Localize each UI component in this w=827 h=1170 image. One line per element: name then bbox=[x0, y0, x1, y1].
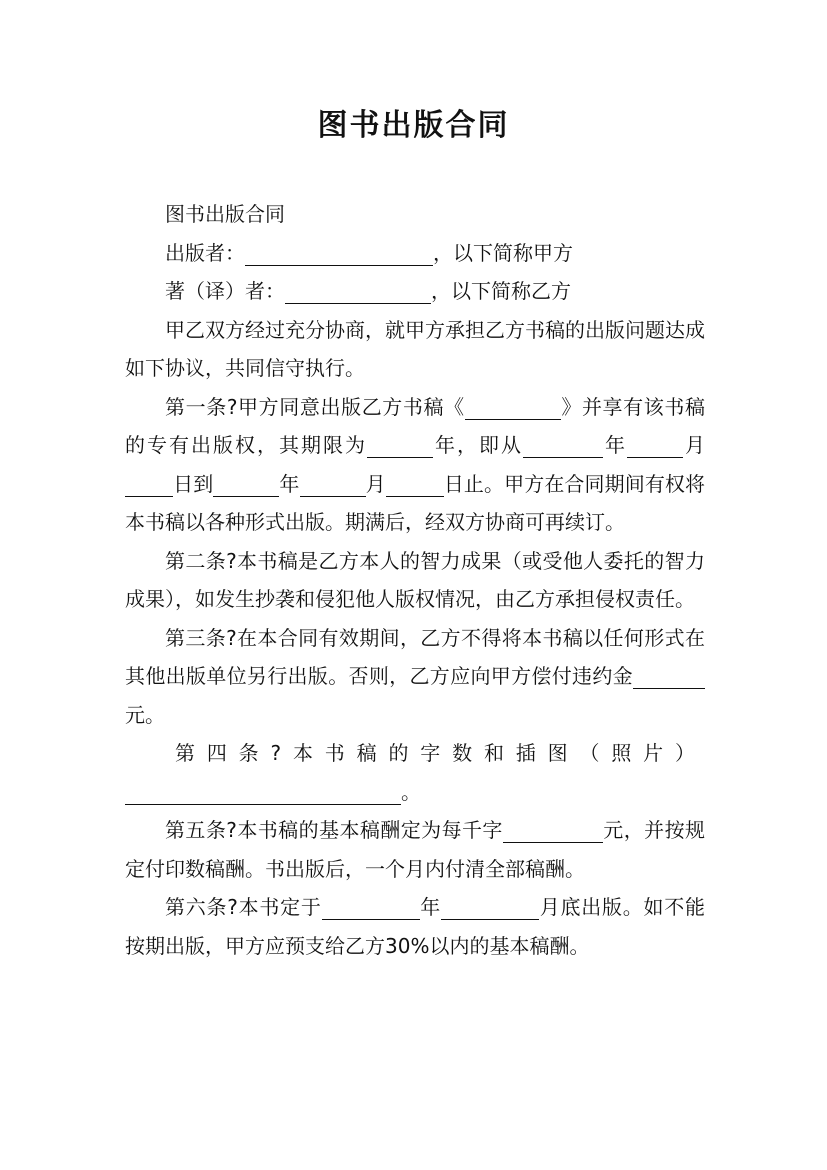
publisher-suffix: ，以下简称甲方 bbox=[433, 240, 573, 265]
penalty-amount-blank bbox=[633, 662, 705, 689]
article-1-text: 月 bbox=[683, 433, 705, 457]
article-5 bbox=[125, 811, 705, 888]
publish-month-blank bbox=[441, 893, 539, 920]
article-4-continued bbox=[125, 773, 705, 812]
end-year-blank bbox=[213, 470, 279, 497]
start-day-blank bbox=[125, 470, 173, 497]
start-month-blank bbox=[627, 431, 683, 458]
publisher-line bbox=[125, 234, 705, 273]
article-1 bbox=[125, 388, 705, 542]
article-4-text: 。 bbox=[401, 779, 421, 804]
article-3-text: 元。 bbox=[125, 702, 165, 727]
word-count-blank bbox=[125, 778, 401, 805]
author-label: 著（译）者： bbox=[165, 279, 285, 303]
article-6 bbox=[125, 888, 705, 965]
publish-year-blank bbox=[322, 893, 420, 920]
intro-paragraph bbox=[125, 311, 705, 388]
author-line bbox=[125, 272, 705, 311]
article-1-text: 月 bbox=[365, 471, 386, 496]
document-heading bbox=[125, 195, 705, 234]
article-6-text: 第六条?本书定于 bbox=[165, 895, 322, 919]
article-3 bbox=[125, 619, 705, 735]
article-1-text: 第一条?甲方同意出版乙方书稿《 bbox=[165, 394, 465, 419]
article-1-text: 年，即从 bbox=[433, 433, 523, 457]
document-body bbox=[125, 195, 705, 965]
article-2-text: 第二条?本书稿是乙方本人的智力成果（或受他人委托的智力成果），如发生抄袭和侵犯他人版权情况，由乙方承担侵权责任。 bbox=[125, 548, 705, 611]
article-2 bbox=[125, 542, 705, 619]
article-5-text: 元，并按规定付印数稿酬。书出版后，一个月内付清全部稿酬。 bbox=[125, 818, 705, 881]
author-suffix: ，以下简称乙方 bbox=[431, 279, 571, 303]
article-1-text: 年 bbox=[603, 433, 627, 457]
intro-text: 甲乙双方经过充分协商，就甲方承担乙方书稿的出版问题达成如下协议，共同信守执行。 bbox=[125, 317, 705, 380]
article-6-text: 月底出版。如不能按期出版，甲方应预支给乙方30%以内的基本稿酬。 bbox=[125, 895, 706, 958]
book-title-blank bbox=[465, 393, 561, 420]
document-title: 图书出版合同 bbox=[317, 108, 510, 143]
article-1-text: 年 bbox=[279, 471, 300, 496]
term-years-blank bbox=[367, 431, 433, 458]
end-day-blank bbox=[386, 470, 444, 497]
article-1-text: 日止。甲方在合同期间有权将本书稿以各种形式出版。期满后，经双方协商可再续订。 bbox=[125, 471, 706, 534]
article-6-text: 年 bbox=[419, 895, 442, 919]
article-3-text: 第三条?在本合同有效期间，乙方不得将本书稿以任何形式在其他出版单位另行出版。否则，乙方应向甲方偿付违约金 bbox=[125, 625, 705, 688]
article-4 bbox=[125, 734, 705, 773]
article-1-text: 日到 bbox=[173, 471, 214, 496]
publisher-blank bbox=[245, 239, 433, 266]
article-4-text: 第四条?本书稿的字数和插图（照片） bbox=[175, 741, 705, 765]
publisher-label: 出版者： bbox=[165, 240, 245, 265]
author-blank bbox=[285, 277, 431, 304]
article-5-text: 第五条?本书稿的基本稿酬定为每千字 bbox=[165, 818, 503, 842]
heading-text: 图书出版合同 bbox=[165, 202, 285, 226]
end-month-blank bbox=[300, 470, 366, 497]
article-1-text: 》并享有该书稿的专有出版权，其期限为 bbox=[125, 394, 705, 457]
start-year-blank bbox=[523, 431, 603, 458]
royalty-rate-blank bbox=[503, 816, 603, 843]
